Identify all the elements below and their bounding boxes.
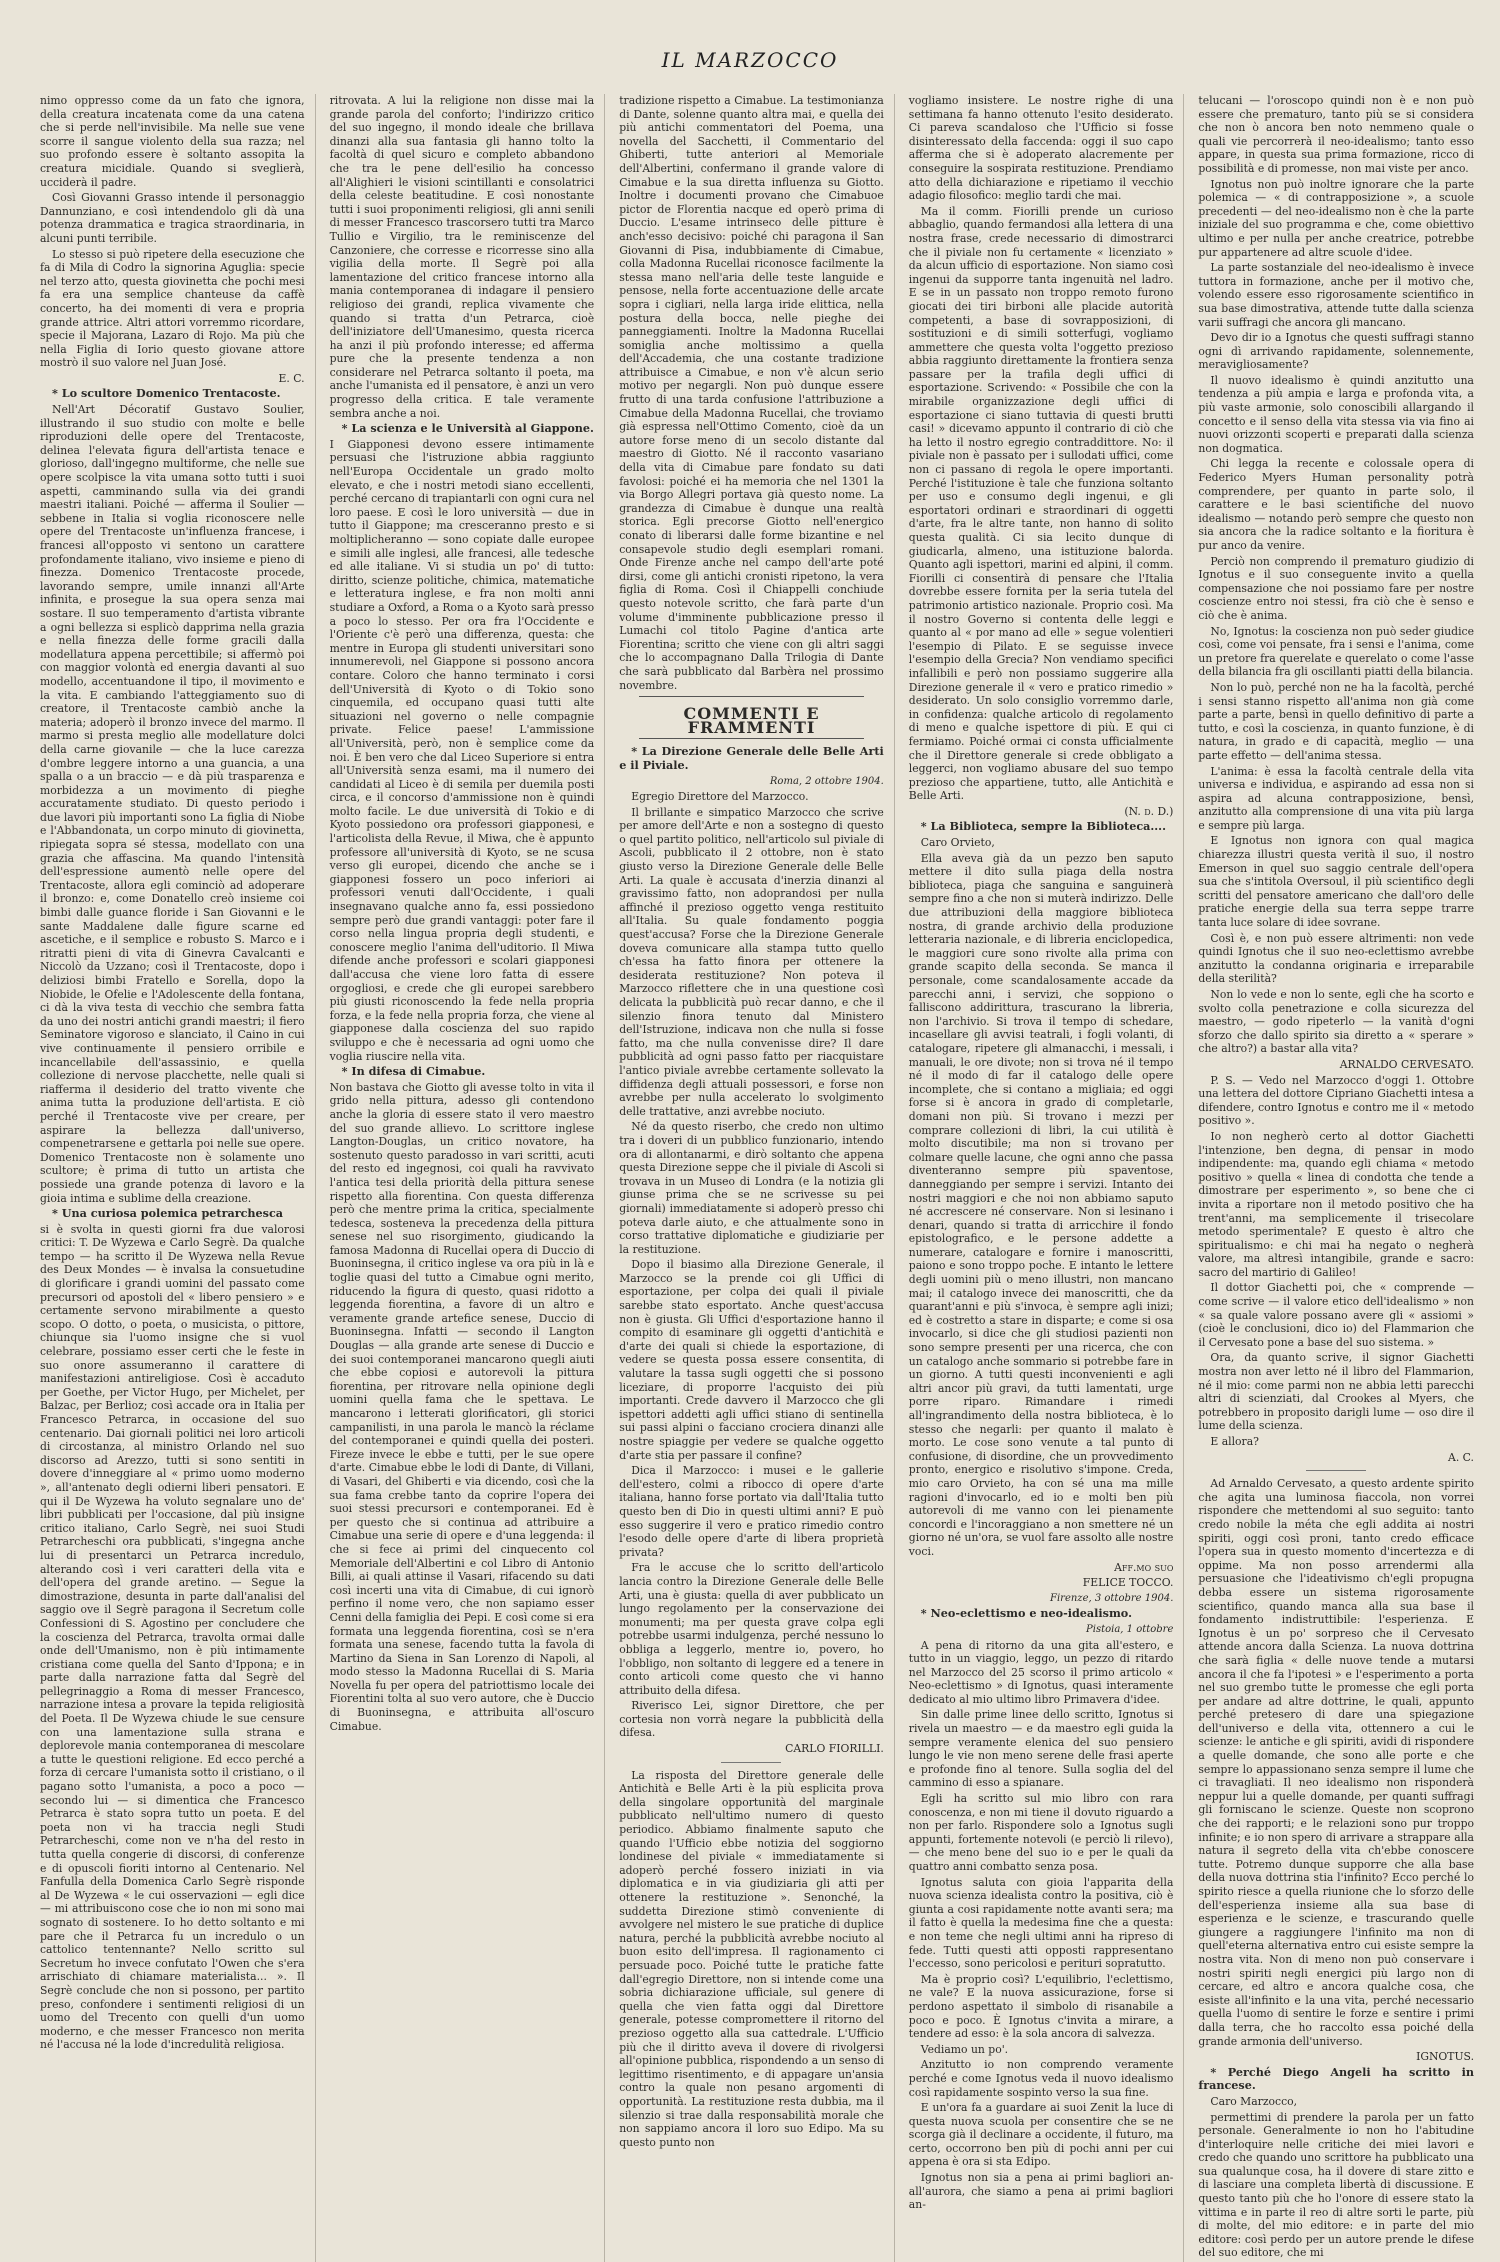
- paragraph: Io non negherò certo al dottor Giachetti l'intenzione, ben degna, di pensar in modo indipendente: ma, quando egli chiama « metodo positivo » quella « linea di condotta che tende a dimostrare per esperimento », so bene che ci invita a riportare non il metodo positivo che ha trent'anni, ma semplicemente il trisecolare metodo sperimentale? E questo è altro che spiritualismo: e chi mai ha negato o negherà valore, ma altresì intangibile, grande e sacro: sacro del martirio di Galileo!: [1198, 1129, 1474, 1279]
- signature: FELICE TOCCO.: [1082, 1576, 1174, 1590]
- paragraph: I Giapponesi devono essere intimamente persuasi che l'istruzione abbia raggiunto nell'Europa Occidentale un grado molto elevato, e che i nostri metodi siano eccellenti, perché cercano di trapiantarli con ogni cura nel loro paese. E così le loro università — due in tutto il Giappone; ma cresceranno presto e si moltiplicheranno — sono copiate dalle europee e simili alle inglesi, alle francesi, alle tedesche ed alle italiane. Vi si studia un po' di tutto: diritto, scienze politiche, chimica, matematiche e letteratura inglese, e fra non molti anni studiare a Oxford, a Roma o a Kyoto sarà presso a poco lo stesso. Per ora fra l'Occidente e l'Oriente c'è però una differenza, questa: che mentre in Europa gli studenti universitari sono innumerevoli, nel Giappone si possono ancora contare. Coloro che hanno terminato i corsi dell'Università di Kyoto o di Tokio sono cinquemila, ed occupano quasi tutti alte situazioni nel governo o nelle compagnie private. Felice paese! L'ammissione all'Università, però, non è semplice come da noi. È ben vero che dal Liceo Superiore si entra all'Università senza esami, ma il numero dei candidati al Liceo è di semila per duemila posti circa, e il concorso d'ammissione non è quindi molto facile. Le due università di Tokio e di Kyoto possiedono ora professori giapponesi, e l'articolista della Revue, il Miwa, che è appunto professore all'università di Kyoto, se ne scusa verso gli europei, dicendo che anche se i giapponesi fossero un poco inferiori ai professori venuti dall'Occidente, i quali insegnavano qualche anno fa, essi possiedono sempre però due grandi vantaggi: poter fare il corso nella lingua propria degli studenti, e conoscere meglio l'anima dell'uditorio. Il Miwa difende anche professori e scolari giapponesi dall'accusa che viene loro fatta di essere orgogliosi, e crede che gli europei sarebbero più giusti riconoscendo la fede nella propria forza, e la fede nella propria forza, che viene al giapponese dalla coscienza del suo rapido sviluppo e che è necessaria ad ogni uomo che voglia riuscire nella vita.: [329, 437, 595, 1063]
- paragraph: permettimi di prendere la parola per un fatto personale. Generalmente io non ho l'abitudine d'interloquire nelle critiche dei miei lavori e credo che quando uno scrittore ha pubblicato una sua qualunque cosa, ha il dovere di stare zitto e di lasciare una completa libertà di discussione. E questo tanto più che ho l'onore di essere stato la vittima e in parte il reo di altre sorti le parte, più di molte, del mio editore: e in parte del mio editore: così perdo per un autore prende le difese del suo editore, che mi: [1198, 2110, 1474, 2260]
- paragraph: E allora?: [1210, 1435, 1259, 1448]
- closing: Aff.mo suo: [1114, 1560, 1174, 1574]
- section-divider: [639, 696, 864, 697]
- paragraph: Ignotus saluta con gioia l'apparita della nuova scienza idealista contro la positiva, ciò è giunta a cosi rapidamente notte avanti sera; ma il fatto è quella la medesima fine che a questa: e non teme che negli ultimi anni ha ripreso di fede. Tutti questi atti opposti rappresentano l'eccesso, sono pericolosi e perituri sopratutto.: [908, 1875, 1174, 1971]
- paragraph: Non bastava che Giotto gli avesse tolto in vita il grido nella pittura, adesso gli contendono anche la gloria di essere stato il vero maestro del suo grande allievo. Lo scrittore inglese Langton-Douglas, un critico novatore, ha sostenuto questo paradosso in vari scritti, acuti del resto ed ingegnosi, coi quali ha ravvivato l'antica tesi della priorità della pittura senese rispetto alla fiorentina. Con questa differenza però che mentre prima la critica, specialmente tedesca, sosteneva la precedenza della pittura senese nel suo risorgimento, giudicando la famosa Madonna di Rucellai opera di Duccio di Buoninsegna, il critico inglese va ora più in là e toglie quasi del tutto a Cimabue ogni merito, riducendo la figura di questo, quasi ridotto a leggenda fiorentina, a favore di un altro e veramente grande artefice senese, Duccio di Buoninsegna. Infatti — secondo il Langton Douglas — alla grande arte senese di Duccio e dei suoi contemporanei mancarono quegli aiuti che ebbe copiosi e autorevoli la pittura fiorentina, per ritrovare nella opinione degli uomini quella fama che le spettava. Le mancarono i letterati glorificatori, gli storici campanilisti, in una parola le mancò la réclame del contemporanei e quindi quella dei posteri. Fireze invece le ebbe e tutti, per le sue opere d'arte. Cimabue ebbe le lodi di Dante, di Villani, di Vasari, del Ghiberti e via dicendo, così che la sua fama crebbe tanto da coprire l'opera dei suoi stessi precursori e contemporanei. Ed è per questo che si continua ad attribuire a Cimabue una serie di opere e d'una leggenda: il che si fece ai primi del cinquecento col Memoriale dell'Albertini e col Libro di Antonio Billi, ai quali attinse il Vasari, rifacendo su dati così incerti una vita di Cimabue, di cui ignorò perfino il nome vero, che non sapiamo esser Cenni della famiglia dei Pepi. E così come si era formata una leggenda fiorentina, così se n'era formata una senese, facendo tutta la favola di Martino da Siena in San Lorenzo di Napoli, al modo stesso la Madonna Rucellai di S. Maria Novella fu per opera del patriottismo locale dei Fiorentini tolta al suo vero autore, che è Duccio di Buoninsegna, e attribuita all'oscuro Cimabue.: [329, 1080, 595, 1733]
- paragraph: nimo oppresso come da un fato che ignora, della creatura incatenata come da una catena che si perde nell'invisibile. Ma nelle sue vene scorre il sangue violento della sua razza; nel suo profondo essere è soltanto assopita la creatura micidiale. Quando si sveglierà, ucciderà il padre.: [40, 94, 305, 189]
- article-heading: * La Biblioteca, sempre la Biblioteca....: [920, 819, 1166, 834]
- paragraph: E un'ora fa a guardare ai suoi Zenit la luce di questa nuova scuola per consentire che se ne scorga già il declinare a occidente, il futuro, ma certo, occorrono ben più di pochi anni per cui appena è ora si sta Edipo.: [908, 2101, 1174, 2169]
- dateline: Firenze, 3 ottobre 1904.: [1050, 1592, 1174, 1604]
- paragraph: No, Ignotus: la coscienza non può seder giudice così, come voi pensate, fra i sensi e l'anima, come un pretore fra querelate e querelato o come l'asse della bilancia fra gli oscillanti piatti della bilancia.: [1198, 624, 1474, 679]
- paragraph: Né da questo riserbo, che credo non ultimo tra i doveri di un pubblico funzionario, intendo ora di allontanarmi, e dirò soltanto che appena questa Direzione seppe che il piviale di Ascoli si trovava in un Museo di Londra (e la notizia gli giunse prima che se ne scrivesse su pei giornali) immediatamente si adoperò presso chi poteva darle aiuto, e che attualmente sono in corso trattative diplomatiche e giudiziarie per la restituzione.: [619, 1120, 884, 1256]
- text-columns: [40, 94, 1474, 2260]
- column-2: [330, 94, 606, 2262]
- section-title: COMMENTI E FRAMMENTI: [683, 704, 820, 737]
- paragraph: E Ignotus non ignora con qual magica chiarezza illustri questa verità il suo, il nostro Emerson in quel suo saggio centrale dell'opera sua che s'intitola Oversoul, il più scientifico degli scritti del pensatore americano che dall'oro delle pratiche energie della sua terra seppe trarre tanta luce solare di idee sovrane.: [1198, 834, 1474, 930]
- paragraph: Perciò non comprendo il prematuro giudizio di Ignotus e il suo conseguente invito a quella compensazione che noi possiamo fare per nostre coscienze entro noi stessi, fra ciò che è senso e ciò che è anima.: [1198, 554, 1474, 622]
- paragraph: Vediamo un po'.: [920, 2042, 1009, 2056]
- section-divider: [639, 738, 864, 739]
- paragraph: Sin dalle prime linee dello scritto, Ignotus si rivela un maestro — e da maestro egli guida la sempre veramente elenica del suo pensiero lungo le vie non meno serene delle frasi aperte e profonde fino al tenore. Sulla soglia del del cammino di esso a spianare.: [908, 1708, 1174, 1790]
- salutation: Caro Orvieto,: [920, 836, 995, 850]
- paragraph: La parte sostanziale del neo-idealismo è invece tuttora in formazione, anche per il motivo che, volendo essere esso rigorosamente scientifico in sua base dimostrativa, attende tutte dalla scienza varii suffragi che ancora gli mancano.: [1198, 261, 1474, 329]
- paragraph: Non lo vede e non lo sente, egli che ha scorto e svolto colla penetrazione e colla sicurezza del maestro, — godo ripeterlo — la vanità d'ogni sforzo che dallo spirito sia diretto a « sperare » che altro?) a bastar alla vita?: [1198, 988, 1474, 1056]
- paragraph: Ignotus non sia a pena ai primi bagliori an-all'aurora, che siamo a pena ai primi bagliori an-: [908, 2171, 1174, 2212]
- paragraph: ritrovata. A lui la religione non disse mai la grande parola del conforto; l'indirizzo critico del suo ingegno, il mondo ideale che brillava dinanzi alla sua fantasia gli hanno tolto la facoltà di quel sicuro e completo abbandono che tra le pene dell'esilio ha concesso all'Alighieri le visioni scintillanti e consolatrici della celeste beatitudine. E così nonostante tutti i suoi proponimenti religiosi, gli anni senili di messer Francesco trascorsero tutti tra Marco Tullio e Virgilio, tra le reminiscenze del Canzoniere, che corresse e ricorresse sino alla vigilia della morte. Il Segrè poi alla lamentazione del critico francese intorno alla mania contemporanea di indagare il pensiero religioso dei grandi, replica vivamente che quando si tratta d'un Petrarca, cioè dell'iniziatore dell'Umanesimo, questa ricerca ha anzi il più profondo interesse; ed afferma pure che la presente tendenza a non considerare nel Petrarca soltanto il poeta, ma anche l'umanista ed il pensatore, è anzi un vero progresso della critica. E tale veramente sembra anche a noi.: [329, 94, 595, 420]
- paragraph: Ma il comm. Fiorilli prende un curioso abbaglio, quando fermandosi alla lettera di una nostra frase, crede necessario di dimostrarci che il piviale non fu certamente « licenziato » da alcun ufficio di esportazione. Non siamo così ingenui da supporre tanta ingenuità nel ladro. E se in un passato non troppo remoto furono giocati dei tiri birboni alle placide autorità competenti, a base di sovrapposizioni, di sostituzioni e di simili sotterfugi, vogliamo ammettere che questa volta l'oggetto prezioso abbia raggiunto direttamente la frontiera senza passare per la trafila degli uffici di esportazione. Scrivendo: « Possibile che con la mirabile organizzazione degli uffici di esportazione ci siano tuttavia di questi brutti casi! » dicevamo appunto il contrario di ciò che ha letto il nostro egregio contraddittore. No: il piviale non è passato per i sullodati uffici, come non ci passano di regola le opere importanti. Perché l'istituzione è tale che funziona soltanto per uso e consumo degli ingenui, e gli esportatori ordinari e straordinari di oggetti d'arte, fra le altre tante, non hanno di solito questa qualità. Ci sia lecito dunque di giudicarla, almeno, una istituzione balorda. Quanto agli ispettori, marini ed alpini, il comm. Fiorilli ci consentirà di pensare che l'Italia dovrebbe essere fornita per la seria tutela del patrimonio artistico nazionale. Proprio così. Ma il nostro Governo si contenta delle leggi e quanto al « por mano ad elle » segue volentieri l'esempio di Pilato. E se seguisse invece l'esempio della Grecia? Non vendiamo specifici infallibili e però non possiamo suggerire alla Direzione generale il « vero e pratico rimedio » desiderato. Un solo consiglio vorremmo darle, in confidenza: qualche articolo di regolamento di meno e qualche ispettore di più. E qui ci fermiamo. Poiché ormai ci consta ufficialmente che il Direttore generale si crede obbligato a leggerci, non vogliamo abusare del suo tempo prezioso che appartiene, tutto, alle Antichità e Belle Arti.: [908, 204, 1174, 803]
- salutation: Egregio Direttore del Marzocco.: [631, 790, 809, 804]
- paragraph: si è svolta in questi giorni fra due valorosi critici: T. De Wyzewa e Carlo Segrè. Da qualche tempo — ha scritto il De Wyzewa nella Revue des Deux Mondes — è invalsa la consuetudine di glorificare i grandi uomini del passato come precursori od apostoli del « libero pensiero » e certamente servono mirabilmente a questo scopo. O dotto, o poeta, o musicista, o pittore, chiunque sia l'uomo insigne che si vuol celebrare, possiamo esser certi che le feste in suo onore assumeranno il carattere di manifestazioni antireligiose. Così è accaduto per Goethe, per Victor Hugo, per Michelet, per Balzac, per Berlioz; così accade ora in Italia per Francesco Petrarca, in occasione del suo centenario. Dai giornali politici nei loro articoli di circostanza, al ministro Orlando nel suo discorso ad Arezzo, tutti si sono sentiti in dovere d'inneggiare al « primo uomo moderno », all'antenato degli odierni liberi pensatori. E qui il De Wyzewa ha voluto segnalare uno de' libri pubblicati per l'occasione, dal più insigne critico italiano, Carlo Segrè, nei suoi Studi Petrarcheschi ora pubblicati, s'ingegna anche lui di presentarci un Petrarca incredulo, alterando così i veri caratteri della vita e dell'opera del grande aretino. — Segue la dimostrazione, desunta in parte dall'analisi del saggio ove il Segrè paragona il Secretum colle Confessioni di S. Agostino per concludere che la coscienza del Petrarca, travolta ormai dalle onde dell'Umanismo, non è più intimamente cristiana come quella del Santo d'Ippona; e in parte dalla narrazione fatta dal Segrè del pellegrinaggio a Roma di messer Francesco, narrazione intesa a provare la tepida religiosità del Poeta. Il De Wyzewa chiude le sue censure con una lamentazione sulla strana e deplorevole mania contemporanea di mescolare a tutte le questioni religione. Ed ecco perché a forza di cercare l'umanista sotto il cristiano, o il pagano sotto l'umanista, a poco a poco — secondo lui — si dimentica che Francesco Petrarca è stato sopra tutto un poeta. E del poeta non vi ha traccia negli Studi Petrarcheschi, come non ve n'ha del resto in tutta quella congerie di discorsi, di conferenze e di opuscoli fioriti intorno al Centenario. Nel Fanfulla della Domenica Carlo Segrè risponde al De Wyzewa « le cui osservazioni — egli dice — mi attribuiscono cose che io non mi sono mai sognato di sostenere. Io ho detto soltanto e mi pare che il Petrarca fu un incredulo o un cattolico tentennante? Nello scritto sul Secretum ho invece confutato l'Owen che s'era arrischiato di chiamare materialista... ». Il Segrè conclude che non si possono, per partito preso, confondere i sentimenti religiosi di un uomo del Trecento con quelli d'un uomo moderno, e che messer Francesco non merita né l'accusa né la lode d'incredulità religiosa.: [40, 1222, 305, 2052]
- column-5: [1198, 94, 1474, 2262]
- paragraph: La risposta del Direttore generale delle Antichità e Belle Arti è la più esplicita prova della singolare opportunità del marginale pubblicato nell'ultimo numero di questo periodico. Abbiamo finalmente saputo che quando l'Ufficio ebbe notizia del soggiorno londinese del piviale « immediatamente si adoperò perché fossero iniziati in via diplomatica e in via giudiziaria gli atti per ottenere la restituzione ». Senonché, la suddetta Direzione stimò conveniente di avvolgere nel mistero le sue pratiche di duplice natura, perché la pubblicità avrebbe nociuto al buon esito dell'impresa. Il ragionamento ci persuade poco. Poiché tutte le pratiche fatte dall'egregio Direttore, non si intende come una sobria dichiarazione ufficiale, sul genere di quella che vien fatta oggi dal Direttore generale, potesse compromettere il ritorno del prezioso oggetto alla sua cattedrale. L'Ufficio più che il diritto aveva il dovere di rivolgersi all'opinione pubblica, rispondendo a un senso di legittimo risentimento, e di appagare un'ansia contro la quale non pesano argomenti di opportunità. La restituzione resta dubbia, ma il silenzio si trae dalla responsabilità morale che non sappiamo ancora il loro suo Edipo. Ma su questo punto non: [619, 1768, 884, 2149]
- signature: IGNOTUS.: [1416, 2050, 1474, 2064]
- signature: A. C.: [1448, 1450, 1474, 1464]
- article-heading: * Perché Diego Angeli ha scritto in francese.: [1198, 2064, 1474, 2093]
- signature: E. C.: [278, 371, 305, 385]
- paragraph: tradizione rispetto a Cimabue. La testimonianza di Dante, solenne quanto altra mai, e quella dei più antichi commentatori del Poema, una novella del Sacchetti, il Commentario del Ghiberti, tutte anteriori al Memoriale dell'Albertini, confermano il grande valore di Cimabue e la sua diretta influenza su Giotto. Inoltre i documenti provano che Cimabuoe pictor de Florentia nacque ed operò prima di Duccio. L'esame intrinseco delle pitture è anch'esso decisivo: poiché chi paragona il San Giovanni di Pisa, indubbiamente di Cimabue, colla Madonna Rucellai riconosce facilmente la stessa mano nell'aria delle teste languide e pensose, nella forte accentuazione delle arcate sopra i cigliari, nella larga iride elittica, nella postura della bocca, nelle pieghe dei panneggiamenti. Inoltre la Madonna Rucellai somiglia anche moltissimo a quella dell'Accademia, che una costante tradizione attribuisce a Cimabue, e non v'è alcun serio motivo per negargli. Non può dunque essere frutto di una tarda confusione l'attribuzione a Cimabue della Madonna Rucellai, che troviamo già espressa nell'Ottimo Comento, cioè da un autore forse meno di un secolo distante dal maestro di Giotto. Né il racconto vasariano della vita di Cimabue pare fondato su dati favolosi: poiché ei ha memoria che nel 1301 la via Borgo Allegri portava già questo nome. La grandezza di Cimabue è dunque una realtà storica. Egli precorse Giotto nell'energico conato di liberarsi dalle forme bizantine e nel consapevole studio degli esemplari romani. Onde Firenze anche nel campo dell'arte poté dirsi, come gli antichi cronisti ripetono, la vera figlia di Roma. Così il Chiappelli conchiude questo notevole scritto, che farà parte d'un volume d'imminente pubblicazione presso il Lumachi col titolo Pagine d'antica arte Fiorentina; scritto che viene con gli altri saggi che lo accompagnano Dalla Trilogia di Dante che sarà pubblicato dal Barbèra nel prossimo novembre.: [619, 94, 884, 692]
- paragraph: Dica il Marzocco: i musei e le gallerie dell'estero, colmi a ribocco di opere d'arte italiana, hanno forse portato via dall'Italia tutto questo ben di Dio in questi ultimi anni? E può esso suggerire il vero e pratico rimedio contro l'esodo delle opere d'arte di libera proprietà privata?: [619, 1464, 884, 1559]
- column-1: [40, 94, 316, 2262]
- paragraph: Ella aveva già da un pezzo ben saputo mettere il dito sulla piaga della nostra biblioteca, piaga che sanguina e sanguinerà sempre fino a che non si muterà indirizzo. Delle due attribuzioni della maggiore biblioteca nostra, di grande archivio della produzione letteraria nazionale, e di libreria enciclopedica, le maggiori cure sono rivolte alla prima con grande scapito della seconda. Se manca il personale, come scandalosamente accade da parecchi anni, i servizi, che soppiono o falliscono addirittura, trascurano la libreria, non l'archivio. Si trova il tempo di schedare, incasellare gli avvisi teatrali, i fogli volanti, di catalogare, ripetere gli almanacchi, i messali, i manuali, le ore divote; non si trova né il tempo né il modo di far il catalogo delle opere incomplete, che si contano a migliaia; ed oggi forse si è ancora in grado di completarle, domani non più. Si trovano i mezzi per comprare collezioni di libri, la cui utilità è molto discutibile; ma non si trovano per colmare quelle lacune, che ogni anno che passa diventeranno sempre più spaventose, danneggiando per sempre i servizi. Intanto dei nostri maggiori e che noi non abbiamo saputo né accrescere né conservare. Non si lesinano i denari, quando si tratta di arricchire il fondo epistolografico, e le persone addette a numerare, catalogare e fornire i manoscritti, paiono e sono troppo poche. E intanto le lettere degli uomini più o meno illustri, non mancano mai; il catalogo invece dei manoscritti, che da quarant'anni e più s'invoca, è sempre agli inizi; ed è costretto a stare in disparte; e come si osa invocarlo, si dice che gli studiosi pazienti non sono sempre presenti per una ricerca, che con un catalogo anche sommario si potrebbe fare in un giorno. A tutti questi inconvenienti e agli altri ancor più gravi, da tutti lamentati, urge porre riparo. Rimandare i rimedi all'ingrandimento della nostra biblioteca, è lo stesso che negarli: per quanto il malato è morto. Le cose sono venute a tal punto di confusione, di disordine, che un provvedimento pronto, energico e risolutivo s'impone. Creda, mio caro Orvieto, ha con sé una ma mille ragioni d'invocarlo, ed io e molti ben più autorevoli di me vanno con lei pienamente concordi e l'incoraggiano a non smettere né un giorno né un'ora, se vuol fare assolto alle nostre voci.: [908, 851, 1174, 1558]
- paragraph: Devo dir io a Ignotus che questi suffragi stanno ogni dì arrivando rapidamente, solennemente, meravigliosamente?: [1198, 331, 1474, 372]
- paragraph: Dopo il biasimo alla Direzione Generale, il Marzocco se la prende coi gli Uffici di esportazione, per colpa dei quali il piviale sarebbe stato esportato. Anche quest'accusa non è giusta. Gli Uffici d'esportazione hanno il compito di esaminare gli oggetti d'antichità e d'arte dei quali si chiede la esportazione, di vedere se questa possa essere consentita, di valutare la tassa sugli oggetti che si possono liceziare, di proporre l'acquisto dei più importanti. Crede davvero il Marzocco che gli ispettori addetti agli uffici stiano di sentinella sui passi alpini o facciano crociera dinanzi alle nostre spiaggie per vedere se qualche oggetto d'arte stia per passare il confine?: [619, 1258, 884, 1462]
- paragraph: vogliamo insistere. Le nostre righe di una settimana fa hanno ottenuto l'esito desiderato. Ci pareva scandaloso che l'Ufficio si fosse disinteressato della faccenda: oggi il suo capo afferma che si è adoperato alacremente per conseguire la sospirata restituzione. Prendiamo atto della dichiarazione e ripetiamo il vecchio adagio filosofico: meglio tardi che mai.: [908, 94, 1174, 203]
- paragraph: A pena di ritorno da una gita all'estero, e tutto in un viaggio, leggo, un pezzo di ritardo nel Marzocco del 25 scorso il primo articolo « Neo-eclettismo » di Ignotus, quasi interamente dedicato al mio ultimo libro Primavera d'idee.: [908, 1638, 1174, 1706]
- paragraph: L'anima: è essa la facoltà centrale della vita universa e individua, e aspirando ad essa non si aspira ad alcuna contrapposizione, bensì, anzitutto alla comprensione di una vita più larga e sempre più larga.: [1198, 764, 1474, 832]
- paragraph: telucani — l'oroscopo quindi non è e non può essere che prematuro, tanto più se si considera che non ò ancora ben noto nemmeno quale o quali vie percorrerà il neo-idealismo; tanto esso appare, in questa sua prima formazione, ricco di possibilità e di promesse, non mai viste per anco.: [1198, 94, 1474, 175]
- paragraph: Il nuovo idealismo è quindi anzitutto una tendenza a più ampia e larga e profonda vita, a più vaste armonie, solo conoscibili allargando il concetto e il senso della vita stessa via via fino ai nuovi orizzonti scoperti e preparati dalla scienza non dogmatica.: [1198, 373, 1474, 455]
- signature: CARLO FIORILLI.: [785, 1742, 884, 1756]
- article-heading: * Una curiosa polemica petrarchesca: [52, 1206, 284, 1221]
- paragraph: Ignotus non può inoltre ignorare che la parte polemica — « di contrapposizione », a scuole precedenti — del neo-idealismo non è che la parte iniziale del suo programma e che, come obiettivo ultimo e per nulla per anche creatrice, potrebbe pur appartenere ad altre scuole d'idee.: [1198, 177, 1474, 259]
- paragraph: Non lo può, perché non ne ha la facoltà, perché i sensi stanno rispetto all'anima non già come parte a parte, bensì in quello definitivo di parte a tutto, e così la coscienza, in quanto funzione, è di natura, in grado e di capacità, meglio — una parte effetto — dell'anima stessa.: [1198, 680, 1474, 762]
- article-heading: * La scienza e le Università al Giappone.: [341, 421, 594, 436]
- paragraph: Chi legga la recente e colossale opera di Federico Myers Human personality potrà comprendere, per quanto in parte solo, il carattere e le basi scientifiche del nuovo idealismo — notando però sempre che questo non sia ancora che la radice soltanto e la fioritura è pur anco da venire.: [1198, 457, 1474, 552]
- salutation: Caro Marzocco,: [1210, 2094, 1298, 2108]
- article-heading: * Lo scultore Domenico Trentacoste.: [52, 386, 281, 401]
- paragraph: Egli ha scritto sul mio libro con rara conoscenza, e non mi tiene il dovuto riguardo a non per farlo. Rispondere solo a Ignotus sugli appunti, fortemente notevoli (e perciò li rilevo), — che meno bene del suo io e per le quali da quattro anni combatto senza posa.: [908, 1792, 1174, 1873]
- masthead-title: IL MARZOCCO: [661, 48, 839, 72]
- paragraph: Ad Arnaldo Cervesato, a questo ardente spirito che agita una luminosa fiaccola, non vorrei rispondere che mettendomi al suo seguito: tanto credo nobile la méta che egli addita ai nostri spiriti, oggi così proni, tanto credo efficace l'opera sua in questo momento d'incertezza e di oppime. Ma non posso arrendermi alla persuasione che l'ideativismo ch'egli propugna debba essere un sistema rigorosamente scientifico, quando manca alla sua base il fondamento indistruttibile: l'esperienza. E Ignotus è un po' sorpreso che il Cervesato attende ancora dalla Scienza. La nuova dottrina che sarà figlia « delle nuove tende a mutarsi ancora il che fa l'ipotesi » e l'esperimento a porta nel suo grembo tutte le promesse che egli porta per andare ad altre dottrine, le quali, appunto perché pretesero di dare una spiegazione dell'universo e della vita, ottennero a cui le scienze: le antiche e gli spiriti, avidi di rispondere a quelle domande, che sono alle porte e che sempre lo appassionano senza sempre il lume che ci travagliati. Il neo idealismo non risponderà neppur lui a quelle domande, per quanti suffragi gli forniscano le scienze. Queste non scoprono che dei rapporti; e le relazioni sono pur troppo infinite; e io non spero di arrivare a strappare alla natura il segreto della vita ch'ebbe conoscere tutte. Potremo dunque supporre che alla base della nuova dottrina stia l'infinito? Ecco perché lo spirito riesce a quella riunione che lo sforzo delle dell'esperienza insieme alla sua base di esperienza e le scienze, e trascurando quelle giungere a raggiungere l'infinito ma non di quell'eterna alternativa entro cui esiste sempre la nostra vita. Non di meno non può conservare i nostri spiriti negli energici più largo non di cercare, ed altro e ancora qualche cosa, che esiste all'infinito e la una vita, perché necessario quella l'uomo di sentire le forze e sentire i primi dalla terra, che ho raccolto essa poiché della grande armonia dell'universo.: [1198, 1477, 1474, 2048]
- divider: [721, 1762, 781, 1763]
- paragraph: Il brillante e simpatico Marzocco che scrive per amore dell'Arte e non a sostegno di questo o quel partito politico, nell'articolo sul piviale di Ascoli, pubblicato il 2 ottobre, non è stato giusto verso la Direzione Generale delle Belle Arti. La quale è accusata d'inerzia dinanzi al gravissimo fatto, non adoprandosi per nulla affinché il prezioso oggetto venga restituito all'Italia. Su quale fondamento poggia quest'accusa? Forse che la Direzione Generale doveva comunicare alla stampa tutto quello ch'essa ha fatto finora per ottenere la desiderata restituzione? Non poteva il Marzocco riflettere che in una questione così delicata la pubblicità può recar danno, e che il silenzio finora tenuto dal Ministero dell'Istruzione, indicava non che nulla si fosse fatto, ma che nulla convenisse dire? Il dare pubblicità ad ogni passo fatto per riacquistare l'antico piviale avrebbe certamente sollevato la diffidenza degli attuali possessori, e forse non avrebbe per nulla accelerato lo svolgimento delle trattative, anzi avrebbe nociuto.: [619, 805, 884, 1118]
- signature: ARNALDO CERVESATO.: [1339, 1057, 1474, 1071]
- paragraph: Lo stesso si può ripetere della esecuzione che fa di Mila di Codro la signorina Aguglia: specie nel terzo atto, questa giovinetta che pochi mesi fa era una semplice chanteuse da caffè concerto, ha dei momenti di vera e propria grande attrice. Altri attori vorremmo ricordare, specie il Majorana, Lazaro di Rojo. Ma più che nella Figlia di Iorio questo giovane attore mostrò il suo valore nel Juan José.: [40, 247, 305, 370]
- paragraph: Ma è proprio così? L'equilibrio, l'eclettismo, ne vale? E la nuova assicurazione, forse si perdono aspettato il simbolo di risanabile a poco e poco. È Ignotus c'invita a mirare, a tendere ad esso: è la sola ancora di salvezza.: [908, 1972, 1174, 2041]
- paragraph: P. S. — Vedo nel Marzocco d'oggi 1. Ottobre una lettera del dottore Cipriano Giachetti intesa a difendere, contro Ignotus e contro me il « metodo positivo ».: [1198, 1073, 1474, 1128]
- signature: (N. d. D.): [1124, 804, 1174, 818]
- paragraph: Così Giovanni Grasso intende il personaggio Dannunziano, e così intendendolo gli dà una potenza drammatica e tragica straordinaria, in alcuni punti terribile.: [40, 191, 305, 245]
- divider: [1306, 1470, 1366, 1471]
- paragraph: Nell'Art Décoratif Gustavo Soulier, illustrando il suo studio con molte e belle riproduzioni delle opere del Trentacoste, delinea l'elevata figura dell'artista tenace e glorioso, dall'ingegno multiforme, che nelle sue opere scolpisce la vita umana sotto tutti i suoi aspetti, camminando sulla via dei grandi maestri italiani. Poiché — afferma il Soulier — sebbene in Italia si voglia riconoscere nelle opere del Trentacoste un'influenza francese, i francesi all'opposto vi sentono un carattere profondamente italiano, vivo insieme e pieno di finezza. Domenico Trentacoste procede, lavorando sempre, umile innanzi all'Arte infinita, e prosegue la sua opera senza mai sostare. Il suo temperamento d'artista vibrante a ogni bellezza si esplicò dapprima nella grazia e nella finezza delle forme gracili dalla modellatura appena percettibile; si affermò poi con maggior volontà ed energia davanti al suo modello, accentuandone il tipo, il movimento e la vita. E cambiando l'atteggiamento suo di creatore, il Trentacoste cambiò anche la materia; adoperò il bronzo invece del marmo. Il marmo si presta meglio alle modellature dolci della carne giovanile — che la luce carezza d'ombre leggere intorno a una guancia, a una spalla o a un braccio — e dà più trasparenza e morbidezza a un movimento di pieghe accuratamente studiato. Di questo periodo i due lavori più importanti sono La figlia di Niobe e l'Abbandonata, un corpo minuto di giovinetta, ripiegata sopra sé stessa, modellato con una grazia che affascina. Ma quando l'intensità dell'espressione aumentò nelle opere del Trentacoste, allora egli cominciò ad adoperare il bronzo: e, come Donatello creò insieme coi bimbi dalle guance floride i San Giovanni e le sante Maddalene dalle figure scarne ed ascetiche, e il semplice e robusto S. Marco e i ritratti pieni di vita di Ginevra Cavalcanti e Niccolò da Uzzano; così il Trentacoste, dopo i deliziosi bimbi Fratello e Sorella, dopo la Niobide, le Ofelie e l'Adolescente della fontana, ci dà la viva testa di vecchio che sembra fatta da uno dei nostri antichi grandi maestri; il fiero Seminatore vigoroso e slanciato, il Caino in cui vive continuamente il pensiero orribile e incancellabile dell'assassinio, e quella collezione di nervose placchette, nelle quali si riafferma il desiderio del tratto vivente che anima tutta la produzione dell'artista. E ciò perché il Trentacoste vive per creare, per aspirare la bellezza dall'universo, compenetrarsene e gettarla poi nelle sue opere. Domenico Trentacoste non è solamente uno scultore; è prima di tutto un artista che possiede una grande potenza di lavoro e la gioia intima e sublime della creazione.: [40, 403, 305, 1205]
- column-4: [909, 94, 1185, 2262]
- paragraph: Così è, e non può essere altrimenti: non vede quindi Ignotus che il suo neo-eclettismo avrebbe anzitutto la condanna originaria e irreparabile della sterilità?: [1198, 931, 1474, 986]
- article-heading: * In difesa di Cimabue.: [341, 1064, 486, 1079]
- dateline: Roma, 2 ottobre 1904.: [769, 775, 884, 787]
- paragraph: Riverisco Lei, signor Direttore, che per cortesia non vorrà negare la pubblicità della difesa.: [619, 1699, 884, 1740]
- paragraph: Ora, da quanto scrive, il signor Giachetti mostra non aver letto né il libro del Flammarion, né il mio: come parmi non ne abbia letti parecchi altri di scienziati, dal Crookes al Myers, che potrebbero in proposito darigli lume — oso dire il lume della scienza.: [1198, 1351, 1474, 1433]
- dateline: Pistoia, 1 ottobre: [1086, 1623, 1174, 1635]
- paragraph: Fra le accuse che lo scritto dell'articolo lancia contro la Direzione Generale delle Belle Arti, una è giusta: quella di aver pubblicato un lungo regolamento per la conservazione dei monumenti; ma per questa grave colpa egli potrebbe usarmi indulgenza, perché nessuno lo obbliga a leggerlo, mentre io, povero, ho l'obbligo, non soltanto di leggere ed a tenere in conto articoli come questo che vi hanno attribuito della difesa.: [619, 1561, 884, 1697]
- article-heading: * Neo-eclettismo e neo-idealismo.: [920, 1606, 1132, 1621]
- paragraph: Anzitutto io non comprendo veramente perché e come Ignotus veda il nuovo idealismo così rapidamente sospinto verso la sua fine.: [908, 2058, 1174, 2099]
- column-3: [619, 94, 895, 2262]
- article-heading: * La Direzione Generale delle Belle Arti e il Piviale.: [619, 744, 884, 772]
- paragraph: Il dottor Giachetti poi, che « comprende — come scrive — il valore etico dell'idealismo » non « sa quale valore possano avere gli « assiomi » (cioè le conclusioni, dico io) del Flammarion che il Cervesato pone a base del suo sistema. »: [1198, 1281, 1474, 1349]
